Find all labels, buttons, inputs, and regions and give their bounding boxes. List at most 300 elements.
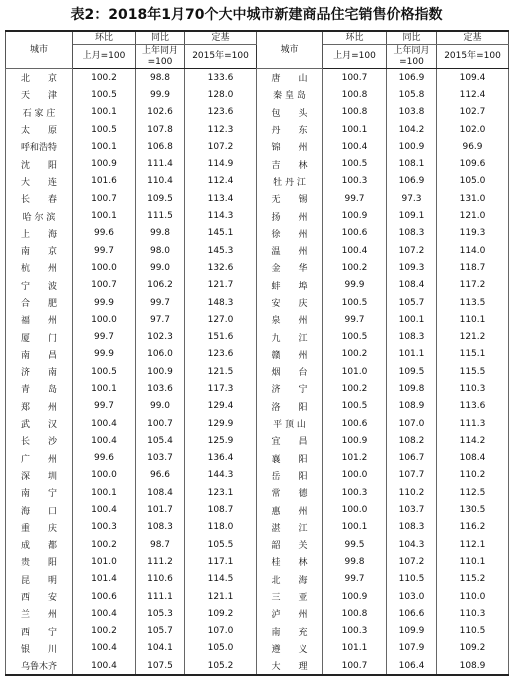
base-value: 112.4 [437,86,509,103]
mom-value: 100.0 [323,467,387,484]
mom-value: 99.7 [323,311,387,328]
table-row [6,277,509,294]
base-value: 115.2 [437,571,509,588]
yoy-value: 108.9 [387,398,437,415]
base-value: 144.3 [185,467,257,484]
mom-value: 100.6 [323,225,387,242]
base-value: 116.2 [437,519,509,536]
base-value: 109.6 [437,155,509,172]
yoy-value: 111.4 [136,155,185,172]
city-name: 太 原 [6,121,73,138]
mom-value: 99.8 [323,553,387,570]
yoy-value: 99.0 [136,259,185,276]
mom-value: 100.1 [73,104,136,121]
base-value: 121.0 [437,207,509,224]
yoy-value: 99.8 [136,225,185,242]
city-name: 合 肥 [6,294,73,311]
base-value: 108.4 [437,450,509,467]
city-name: 成 都 [6,536,73,553]
city-column-header: 城市 [257,31,323,69]
base-value: 113.5 [437,294,509,311]
mom-value: 100.6 [323,415,387,432]
base-sub-header: 2015年=100 [185,45,257,69]
yoy-value: 109.1 [387,207,437,224]
mom-value: 100.9 [73,155,136,172]
yoy-value: 99.7 [136,294,185,311]
yoy-value: 106.9 [387,173,437,190]
yoy-value: 101.1 [387,346,437,363]
yoy-value: 109.5 [136,190,185,207]
mom-value: 100.3 [323,173,387,190]
base-value: 114.5 [185,571,257,588]
base-value: 115.5 [437,363,509,380]
yoy-value: 98.0 [136,242,185,259]
table-row [6,571,509,588]
table-row [6,104,509,121]
base-value: 151.6 [185,328,257,345]
city-name: 大 连 [6,173,73,190]
table-row [6,588,509,605]
table-row [6,536,509,553]
base-value: 131.0 [437,190,509,207]
mom-value: 99.9 [73,294,136,311]
yoy-value: 100.7 [136,415,185,432]
city-name: 杭 州 [6,259,73,276]
mom-value: 100.5 [323,294,387,311]
city-name: 平 顶 山 [257,415,323,432]
base-value: 102.0 [437,121,509,138]
yoy-value: 98.7 [136,536,185,553]
city-name: 沈 阳 [6,155,73,172]
base-value: 105.5 [185,536,257,553]
yoy-value: 111.5 [136,207,185,224]
table-row [6,450,509,467]
yoy-value: 107.9 [387,640,437,657]
mom-value: 100.3 [323,623,387,640]
mom-value: 100.3 [323,484,387,501]
table-row [6,207,509,224]
city-name: 宜 昌 [257,432,323,449]
base-value: 109.2 [437,640,509,657]
mom-value: 101.0 [73,553,136,570]
yoy-value: 109.8 [387,380,437,397]
base-value: 112.4 [185,173,257,190]
city-name: 郑 州 [6,398,73,415]
yoy-value: 105.4 [136,432,185,449]
yoy-sub-header: 上年同月=100 [136,45,185,69]
city-name: 石 家 庄 [6,104,73,121]
mom-value: 100.0 [73,311,136,328]
mom-value: 100.8 [323,104,387,121]
yoy-value: 106.0 [136,346,185,363]
base-value: 108.9 [437,657,509,675]
city-name: 天 津 [6,86,73,103]
mom-value: 100.7 [323,657,387,675]
city-name: 长 沙 [6,432,73,449]
table-row [6,138,509,155]
city-name: 南 宁 [6,484,73,501]
table-row [6,623,509,640]
table-row [6,121,509,138]
mom-value: 100.9 [323,432,387,449]
city-name: 乌鲁木齐 [6,657,73,675]
yoy-value: 102.6 [136,104,185,121]
mom-value: 100.1 [73,138,136,155]
yoy-value: 97.7 [136,311,185,328]
city-name: 南 昌 [6,346,73,363]
base-value: 114.0 [437,242,509,259]
table-row [6,225,509,242]
city-name: 大 理 [257,657,323,675]
yoy-value: 106.8 [136,138,185,155]
city-name: 济 南 [6,363,73,380]
city-name: 赣 州 [257,346,323,363]
yoy-value: 111.1 [136,588,185,605]
yoy-value: 108.3 [387,519,437,536]
table-row [6,173,509,190]
mom-value: 101.6 [73,173,136,190]
base-value: 112.5 [437,484,509,501]
base-value: 107.2 [185,138,257,155]
yoy-value: 109.3 [387,259,437,276]
city-name: 昆 明 [6,571,73,588]
city-name: 襄 阳 [257,450,323,467]
mom-value: 100.6 [73,588,136,605]
table-row [6,294,509,311]
table-row [6,501,509,518]
mom-value: 100.0 [73,259,136,276]
base-value: 110.5 [437,623,509,640]
yoy-value: 107.2 [387,553,437,570]
mom-value: 100.7 [323,69,387,87]
yoy-value: 110.2 [387,484,437,501]
city-name: 蚌 埠 [257,277,323,294]
base-value: 110.1 [437,311,509,328]
mom-value: 100.1 [73,207,136,224]
mom-value: 99.7 [73,242,136,259]
mom-value: 100.8 [323,86,387,103]
yoy-value: 103.8 [387,104,437,121]
yoy-value: 107.8 [136,121,185,138]
city-name: 金 华 [257,259,323,276]
mom-value: 99.7 [73,328,136,345]
base-value: 123.6 [185,104,257,121]
yoy-value: 103.7 [387,501,437,518]
city-name: 深 圳 [6,467,73,484]
base-value: 145.3 [185,242,257,259]
yoy-value: 108.1 [387,155,437,172]
table-row [6,86,509,103]
yoy-value: 108.4 [136,484,185,501]
mom-value: 101.4 [73,571,136,588]
table-row [6,519,509,536]
yoy-value: 107.2 [387,242,437,259]
base-value: 121.2 [437,328,509,345]
table-body [6,69,509,676]
yoy-value: 104.3 [387,536,437,553]
base-value: 107.0 [185,623,257,640]
mom-value: 100.4 [73,432,136,449]
city-name: 温 州 [257,242,323,259]
yoy-sub-header: 上年同月=100 [387,45,437,69]
city-name: 银 川 [6,640,73,657]
city-name: 烟 台 [257,363,323,380]
yoy-value: 108.4 [387,277,437,294]
yoy-value: 109.9 [387,623,437,640]
yoy-value: 106.6 [387,605,437,622]
city-name: 包 头 [257,104,323,121]
base-value: 145.1 [185,225,257,242]
yoy-value: 106.4 [387,657,437,675]
base-value: 113.4 [185,190,257,207]
base-value: 133.6 [185,69,257,87]
city-name: 洛 阳 [257,398,323,415]
table-row [6,311,509,328]
base-value: 96.9 [437,138,509,155]
yoy-value: 106.7 [387,450,437,467]
base-group-header: 定基 [185,31,257,45]
yoy-value: 103.6 [136,380,185,397]
mom-value: 100.2 [323,346,387,363]
mom-value: 99.6 [73,225,136,242]
city-name: 常 德 [257,484,323,501]
mom-value: 99.9 [323,277,387,294]
yoy-value: 108.3 [136,519,185,536]
city-column-header: 城市 [6,31,73,69]
city-name: 西 安 [6,588,73,605]
table-title: 表2：2018年1月70个大中城市新建商品住宅销售价格指数 [70,7,443,23]
base-value: 132.6 [185,259,257,276]
base-value: 118.7 [437,259,509,276]
mom-value: 101.0 [323,363,387,380]
city-name: 秦 皇 岛 [257,86,323,103]
yoy-value: 99.9 [136,86,185,103]
yoy-value: 110.6 [136,571,185,588]
yoy-value: 108.3 [387,328,437,345]
table-row [6,432,509,449]
base-value: 109.2 [185,605,257,622]
mom-value: 100.5 [323,328,387,345]
base-value: 114.3 [185,207,257,224]
mom-value: 100.5 [73,86,136,103]
city-name: 遵 义 [257,640,323,657]
base-value: 129.4 [185,398,257,415]
mom-value: 100.2 [73,536,136,553]
mom-value: 99.7 [323,571,387,588]
city-name: 济 宁 [257,380,323,397]
city-name: 泉 州 [257,311,323,328]
city-name: 泸 州 [257,605,323,622]
mom-value: 100.4 [73,415,136,432]
city-name: 唐 山 [257,69,323,87]
mom-value: 99.9 [73,346,136,363]
base-value: 110.2 [437,467,509,484]
city-name: 桂 林 [257,553,323,570]
yoy-value: 111.2 [136,553,185,570]
yoy-value: 96.6 [136,467,185,484]
city-name: 呼和浩特 [6,138,73,155]
table-row [6,398,509,415]
mom-value: 100.1 [323,519,387,536]
city-name: 兰 州 [6,605,73,622]
city-name: 广 州 [6,450,73,467]
mom-value: 101.2 [323,450,387,467]
mom-value: 99.5 [323,536,387,553]
city-name: 福 州 [6,311,73,328]
table-row [6,346,509,363]
city-name: 徐 州 [257,225,323,242]
yoy-value: 102.3 [136,328,185,345]
yoy-value: 100.9 [136,363,185,380]
mom-value: 100.3 [73,519,136,536]
mom-value: 99.6 [73,450,136,467]
mom-value: 100.0 [73,467,136,484]
mom-value: 100.1 [73,484,136,501]
base-value: 117.3 [185,380,257,397]
base-value: 117.1 [185,553,257,570]
base-sub-header: 2015年=100 [437,45,509,69]
mom-sub-header: 上月=100 [73,45,136,69]
yoy-value: 106.2 [136,277,185,294]
city-name: 无 锡 [257,190,323,207]
city-name: 青 岛 [6,380,73,397]
yoy-value: 100.9 [387,138,437,155]
mom-value: 100.2 [323,259,387,276]
yoy-value: 101.7 [136,501,185,518]
city-name: 南 充 [257,623,323,640]
yoy-value: 100.1 [387,311,437,328]
base-value: 112.3 [185,121,257,138]
base-value: 121.7 [185,277,257,294]
table-row [6,415,509,432]
table-row [6,69,509,87]
yoy-value: 99.0 [136,398,185,415]
city-name: 西 宁 [6,623,73,640]
yoy-value: 104.1 [136,640,185,657]
yoy-value: 108.2 [387,432,437,449]
mom-value: 100.9 [323,207,387,224]
city-name: 哈 尔 滨 [6,207,73,224]
mom-value: 100.5 [323,398,387,415]
base-group-header: 定基 [437,31,509,45]
table-row [6,605,509,622]
city-name: 厦 门 [6,328,73,345]
city-name: 海 口 [6,501,73,518]
mom-group-header: 环比 [73,31,136,45]
yoy-value: 103.0 [387,588,437,605]
mom-value: 100.7 [73,190,136,207]
mom-value: 100.4 [73,640,136,657]
yoy-value: 107.0 [387,415,437,432]
city-name: 牡 丹 江 [257,173,323,190]
base-value: 136.4 [185,450,257,467]
mom-sub-header: 上月=100 [323,45,387,69]
mom-value: 100.4 [73,657,136,675]
mom-value: 100.8 [323,605,387,622]
base-value: 130.5 [437,501,509,518]
base-value: 114.2 [437,432,509,449]
mom-value: 100.0 [323,501,387,518]
table-row [6,190,509,207]
mom-value: 99.7 [73,398,136,415]
yoy-value: 106.9 [387,69,437,87]
base-value: 105.0 [185,640,257,657]
city-name: 宁 波 [6,277,73,294]
table-row [6,363,509,380]
base-value: 111.3 [437,415,509,432]
mom-value: 100.4 [323,242,387,259]
base-value: 129.9 [185,415,257,432]
mom-value: 100.5 [73,363,136,380]
mom-value: 100.4 [73,501,136,518]
yoy-value: 105.7 [136,623,185,640]
base-value: 102.7 [437,104,509,121]
base-value: 115.1 [437,346,509,363]
table-row [6,467,509,484]
yoy-value: 110.5 [387,571,437,588]
base-value: 119.3 [437,225,509,242]
yoy-value: 105.3 [136,605,185,622]
mom-value: 100.5 [73,121,136,138]
city-name: 长 春 [6,190,73,207]
base-value: 110.3 [437,380,509,397]
city-name: 北 京 [6,69,73,87]
city-name: 重 庆 [6,519,73,536]
city-name: 岳 阳 [257,467,323,484]
yoy-group-header: 同比 [136,31,185,45]
yoy-group-header: 同比 [387,31,437,45]
base-value: 105.2 [185,657,257,675]
base-value: 113.6 [437,398,509,415]
base-value: 110.0 [437,588,509,605]
base-value: 123.1 [185,484,257,501]
city-name: 安 庆 [257,294,323,311]
base-value: 109.4 [437,69,509,87]
mom-value: 100.4 [73,605,136,622]
yoy-value: 97.3 [387,190,437,207]
city-name: 九 江 [257,328,323,345]
city-name: 贵 阳 [6,553,73,570]
mom-value: 100.1 [323,121,387,138]
city-name: 惠 州 [257,501,323,518]
base-value: 121.5 [185,363,257,380]
base-value: 123.6 [185,346,257,363]
city-name: 上 海 [6,225,73,242]
table-row [6,657,509,675]
mom-value: 100.2 [323,380,387,397]
mom-group-header: 环比 [323,31,387,45]
price-index-table [5,30,509,676]
yoy-value: 104.2 [387,121,437,138]
base-value: 121.1 [185,588,257,605]
city-name: 南 京 [6,242,73,259]
base-value: 127.0 [185,311,257,328]
yoy-value: 107.5 [136,657,185,675]
yoy-value: 105.8 [387,86,437,103]
mom-value: 99.7 [323,190,387,207]
base-value: 148.3 [185,294,257,311]
base-value: 110.3 [437,605,509,622]
city-name: 吉 林 [257,155,323,172]
mom-value: 100.2 [73,623,136,640]
mom-value: 100.5 [323,155,387,172]
table-row [6,640,509,657]
city-name: 武 汉 [6,415,73,432]
base-value: 114.9 [185,155,257,172]
city-name: 北 海 [257,571,323,588]
city-name: 三 亚 [257,588,323,605]
base-value: 128.0 [185,86,257,103]
